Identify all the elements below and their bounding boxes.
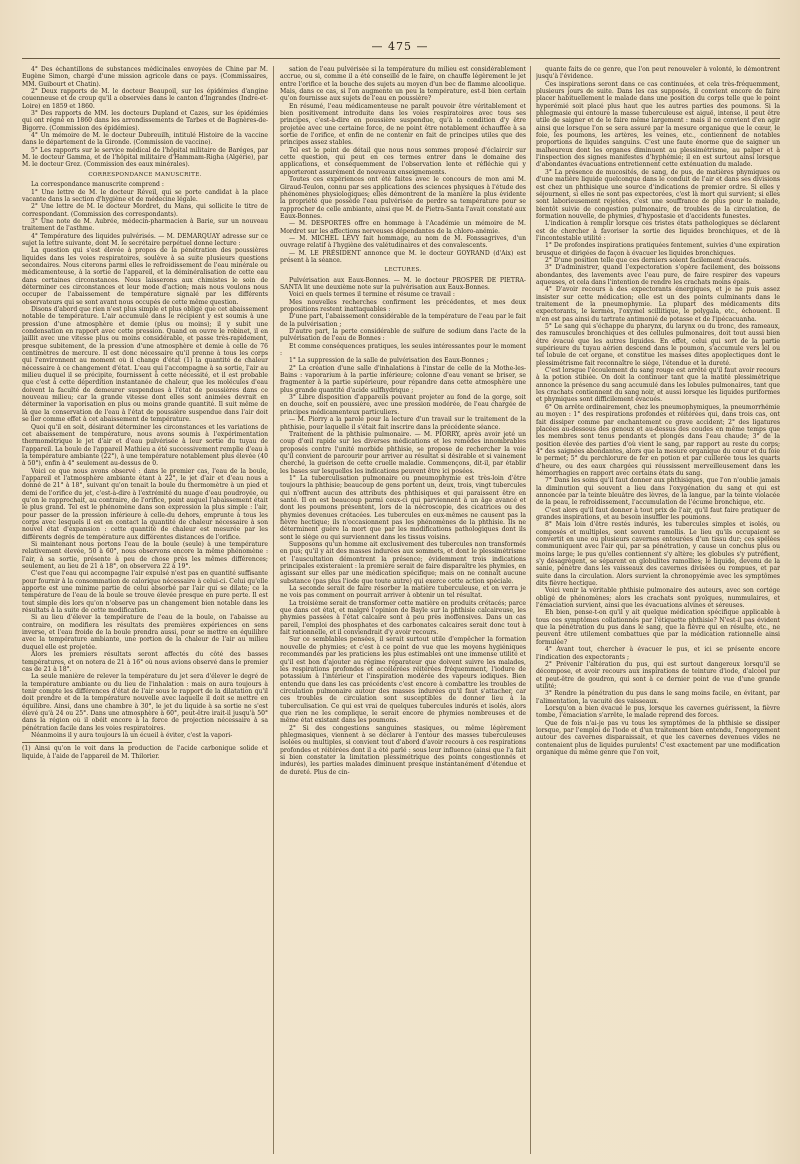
paragraph: La seule manière de relever la température du jet sera d'élever le degré de la température ambiante ou du lieu de l'inhalation : mais on aura toujours à tenir compte les différences d'état de l'air sous le rapport de la dilatation qu'il doit prendre et de la température nouvelle avec laquelle il doit se mettre en équilibre. Ainsi, dans une chambre à 30°, le jet du liquide à sa sortie ne s'est élevé qu'à 24 ou 25°. Dans une atmosphère à 60°, peut-être irait-il jusqu'à 50° dans la région où il obéit encore à la force de projection nécessaire à sa pénétration facile dans les voies respiratoires.	[22, 673, 268, 732]
paragraph: — M. DESPORTES offre en hommage à l'Académie un mémoire de M. Mordret sur les affections nerveuses dépendantes de la chloro-anémie.	[280, 220, 526, 235]
paragraph: Eh bien, pense-t-on qu'il y ait quelque médication spécifique applicable à tous ces symptômes collationnés par l'étiquette phthisie? N'est-il pas évident que la pénétration du pus dans le sang, que la fièvre qui en résulte, etc., ne peuvent être utilement combattues que par la médication rationnelle ainsi formulée?	[536, 609, 780, 646]
paragraph: sation de l'eau pulvérisée si la température du milieu est considérablement accrue, ou si, comme il a été conseillé de le faire, on chauffe légèrement le jet entre l'orifice et la bouche des sujets au moyen d'un bec de flamme alcoolique. Mais, dans ce cas, si l'on augmente un peu la température, est-il bien certain qu'on fournisse aux sujets de l'eau en poussière?	[280, 66, 526, 103]
paragraph: 2° Une lettre de M. le docteur Mordret, du Mans, qui sollicite le titre de correspondant. (Commission des correspondants).	[22, 203, 268, 218]
paragraph: 5° Les rapports sur le service médical de l'hôpital militaire de Baréges, par M. le docteur Gamma, et de l'hôpital militaire d'Hammam-Righa (Algérie), par M. le docteur Grez. (Commission des eaux minérales).	[22, 146, 268, 169]
paragraph: 3° Des rapports de MM. les docteurs Dupland et Cazes, sur les épidémies qui ont régné en 1860 dans les arrondissements de Tarbes et de Bagnères-de-Bigorre. (Commission des épidémies).	[22, 110, 268, 132]
paragraph: C'est lorsque l'écoulement du sang rouge est arrêté qu'il faut avoir recours à la potion stibiée. On doit la continuer tant que la matité plessimétrique annonce la présence du sang accumulé dans les lobules pulmonaires, tant que les crachats contiennent du sang noir, et aussi lorsque les liquides puriformes et phymiques sont difficilement évacués.	[536, 367, 780, 404]
paragraph: Ces inspirations seront dans ce cas continuées, et cela très-fréquemment, plusieurs jours de suite. Dans les cas supposés, il convient encore de faire placer habituellement le malade dans une position du corps telle que le point hyperémié soit placé plus haut que les autres parties des poumons. Si la phlegmasie qui entoure la masse tuberculeuse est aiguë, intense, il peut être utile de saigner et de le faire même largement : mais il ne convient d'en agir ainsi que lorsque l'on se sera assuré par la mesure organique que le cœur, le foie, les poumons, les artères, les veines, etc., contiennent de notables proportions de liquides sanguins. C'est une faute énorme que de saigner un malheureux dont les organes diminuent au plessimétrisme, au palper et à l'inspection des signes manifestes d'hyphémie; il en est surtout ainsi lorsque d'abondantes évacuations entretiennent cette exténuation du malade.	[536, 80, 780, 169]
section-heading: CORRESPONDANCE MANUSCRITE.	[88, 171, 202, 178]
paragraph: 2° D'une position telle que ces derniers soient facilement évacués.	[545, 256, 752, 264]
paragraph: 1° La tuberculisation pulmonaire ou pneumophymie est très-loin d'être toujours la phthisie; beaucoup de gens portent un, deux, trois, vingt tubercules qui n'offrent aucun des attributs des phthisiques et qui paraissent être en santé. Il en est beaucoup parmi ceux-ci qui parviennent à un âge avancé et dont les poumons présentent, lors de la nécroscopie, des cicatrices ou des phymies devenues crétacées. Les tubercules en eux-mêmes ne causent pas la fièvre hectique; ils n'occasionnent pas les phénomènes de la phthisie. Ils ne déterminent guère la mort que par les modifications pathologiques dont ils sont le siége ou qui surviennent dans les tissus voisins.	[280, 474, 526, 541]
column-divider	[530, 66, 531, 1154]
paragraph: 4° Des échantillons de substances médicinales envoyées de Chine par M. Eugène Simon, chargé d'une mission agricole dans ce pays. (Commissaires, MM. Guibourt et Chatin).	[22, 66, 268, 88]
paragraph: 3° Une note de M. Aubrée, médecin-pharmacien à Barie, sur un nouveau traitement de l'asthme.	[22, 217, 268, 233]
paragraph: 2° Si des congestions sanguines stasiques, ou même légèrement phlegmasiques, viennent à se déclarer à l'entour des masses tuberculeuses isolées ou multiples, si convient tout d'abord d'avoir recours à ces respirations profondes et réitérées dont il a été parlé : sous leur influence (ainsi que l'a fait si bien constater la limitation plessimétrique des points congestionnés et indurés), les parties malades diminuent presque instantanément d'étendue et de dureté. Plus de cin-	[280, 724, 526, 776]
header-rule	[22, 58, 780, 59]
paragraph: 2° La création d'une salle d'inhalations à l'instar de celle de la Mothe-les-Bains : vaporarium à la partie inférieure; colonne d'eau venant se briser, se fragmenter à la partie supérieure, pour répandre dans cette atmosphère une plus grande quantité d'acide sulfhydrique ;	[280, 364, 526, 394]
paragraph: En résumé, l'eau médicamenteuse ne paraît pouvoir être véritablement et bien positivement introduite dans les voies respiratoires avec tous ses principes, c'est-à-dire en poussière suspendue, qu'à la condition d'y être projetée avec une certaine force, de ne point être notablement échauffée à sa sortie de l'orifice, et enfin de ne contenir en fait de principes utiles que des principes assez stables.	[280, 102, 526, 147]
paragraph: Toutes ces expériences ont été faites avec le concours de mon ami M. Giraud-Teulon, connu par ses applications des sciences physiques à l'étude des phénomènes physiologiques; elles démontrent de la manière la plus évidente la propriété que possède l'eau pulvérisée de perdre sa température pour se rapprocher de celle ambiante, ainsi que M. de Pietra-Santa l'avait constaté aux Eaux-Bonnes.	[280, 176, 526, 220]
paragraph: Si maintenant nous portons l'eau de la boule (seule) à une température relativement élevée, 50 à 60°, nous observons encore la même phénomène : l'air, à sa sortie, présente à peu de chose près les mêmes différences; seulement, au lieu de 21 à 18°, on observera 22 à 19°.	[22, 541, 268, 571]
paragraph: 4° D'avoir recours à des expectorants énergiques, et je ne puis assez insister sur cette médication; elle est un des points culminants dans le traitement de la pneumophymie. La plupart des médicaments dits expectorants, le kermès, l'oxymel scillitique, le polygala, etc., échouent. Il n'en est pas ainsi du tartrate antimonié de potasse et de l'ipécacuanha.	[536, 286, 780, 323]
paragraph: D'une part, l'abaissement considérable de la température de l'eau par le fait de la pulvérisation ;	[280, 313, 526, 328]
paragraph: Et comme conséquences pratiques, les seules intéressantes pour le moment :	[280, 342, 526, 358]
paragraph: La troisième serait de transformer cette matière en produits crétacés; parce que dans cet état, et malgré l'opinion de Bayle sur la phthisie calcaireuse, les phymies passées à l'état calcaire sont à peu près inoffensives. Dans un cas pareil, l'emploi des phosphates et des carbonates calcaires serait donc tout à fait rationnelle, et il conviendrait d'y avoir recours.	[280, 599, 526, 637]
paragraph: 3° Libre disposition d'appareils pouvant projeter au fond de la gorge, soit en douche, soit en poussière, avec une pression modérée, de l'eau chargée de principes médicamenteux particuliers.	[280, 394, 526, 416]
column-divider	[273, 66, 274, 1154]
paragraph: D'autre part, la perte considérable de sulfure de sodium dans l'acte de la pulvérisation de l'eau de Bonnes :	[280, 328, 526, 343]
paragraph: Quoi qu'il en soit, désirant déterminer les circonstances et les variations de cet abaissement de température, nous avons soumis à l'expérimentation thermométrique le jet d'air et d'eau pulvérisée à leur sortie du tuyau de l'appareil. La boule de l'appareil Mathieu a été successivement remplie d'eau à la température ambiante (22°), à une température notablement plus élevée (40 à 50°), enfin à 4° seulement au-dessus de 0.	[22, 423, 268, 468]
paragraph: 4° Avant tout, chercher à évacuer le pus, et ici se présente encore l'indication des expectorants ;	[536, 646, 780, 661]
section-heading: LECTURES.	[384, 267, 422, 274]
paragraph: 1° Une lettre de M. le docteur Réveil, qui se porte candidat à la place vacante dans la section d'hygiène et de médecine légale.	[22, 188, 268, 203]
paragraph: 8° Mais loin d'être restés indurés, les tubercules simples et isolés, ou composés et multiples, sont souvent ramollis. Le lieu qu'ils occupaient se convertit en une ou plusieurs cavernes entourées d'un tissu dur; ces spélées communiquent avec l'air qui, par sa pénétration, y cause un conchus plus ou moins large; le pus qu'elles contiennent s'y altère; les globules s'y putréfient, s'y désagrègent, se séparent en globulites ramollies; le liquide, devenu de la sanie, pénètre dans les vaisseaux des cavernes divisées ou rompues, et par suite dans la circulation. Alors survient la chronopyémie avec les symptômes dits fièvre hectique.	[536, 521, 780, 588]
paragraph: La seconde serait de faire résorber la matière tuberculeuse, et on verra je ne vois pas comment on pourrait arriver à obtenir un tel résultat.	[280, 585, 526, 600]
page-header	[0, 40, 800, 53]
paragraph: Néanmoins il y aura toujours là un écueil à éviter, c'est la vapori-	[31, 731, 233, 739]
paragraph: — M. LE PRÉSIDENT annonce que M. le docteur GOYRAND (d'Aix) est présent à la séance.	[280, 249, 526, 264]
paragraph: 3° D'administrer, quand l'expectoration s'opère facilement, des boissons abondantes, des lavements avec l'eau pure, de faire respirer des vapeurs aqueuses, et cela dans l'intention de rendre les crachats moins épais.	[536, 264, 780, 286]
paragraph: 4° Température des liquides pulvérisés. — M. DEMARQUAY adresse sur ce sujet la lettre suivante, dont M. le secrétaire perpétuel donne lecture :	[22, 232, 268, 247]
paragraph: Voici venir la véritable phthisie pulmonaire des auteurs, avec son cortége obligé de phénomènes; alors les crachats sont pyoïques, nummulaires, et l'émaciation survient, ainsi que les évacuations alvines et séreuses.	[536, 587, 780, 610]
paragraph: — M. MICHEL LÉVY fait hommage, au nom de M. Fonssagrives, d'un ouvrage relatif à l'hygiène des valétudinaires et des convalescents.	[280, 234, 526, 250]
footnote-rule	[22, 742, 132, 743]
page-number: — 475 —	[371, 40, 429, 53]
paragraph: 7° Dans les soins qu'il faut donner aux phthisiques, que l'on n'oublie jamais la diminution qui souvent a lieu dans l'oxygénation du sang et qui est annoncée par la teinte bleuâtre des lèvres, de la langue, par la teinte violacée de la peau, le refroidissement, l'accumulation de l'écume bronchique, etc.	[536, 477, 780, 507]
paragraph: 2° Prévenir l'altération du pus, qui est surtout dangereux lorsqu'il se décompose, et avoir recours aux inspirations de teinture d'iode, d'alcool pur et peut-être de goudron, qui sont à ce dernier point de vue d'une grande utilité;	[536, 660, 780, 690]
paragraph: Traitement de la phthisie pulmonaire. — M. PIORRY, après avoir jeté un coup d'œil rapide sur les diverses médications et les remèdes innombrables proposés contre l'unité morbide phthisie, se propose de rechercher la voie qu'il convient de parcourir pour arriver au résultat si désirable et si vainement cherché, la guérison de cette cruelle maladie. Commençons, dit-il, par établir les bases sur lesquelles les indications peuvent être ici posées.	[280, 430, 526, 475]
paragraph: — M. Piorry a la parole pour la lecture d'un travail sur le traitement de la phthisie, pour laquelle il s'était fait inscrire dans la précédente séance.	[280, 416, 526, 431]
paragraph: C'est alors qu'il faut donner à tout prix de l'air, qu'il faut faire pratiquer de grandes inspirations, et au besoin insuffler les poumons.	[536, 506, 780, 521]
text-column-3	[536, 66, 780, 1156]
paragraph: C'est que l'eau qui accompagne l'air expulsé n'est pas en quantité suffisante pour fournir à la consommation de calorique nécessaire à celui-ci. Celui qu'elle apporte est une minime partie de celui absorbé par l'air qui se dilate; ce la température de l'eau de la boule se trouve élevée presque en pure perte. Il est tout simple dès lors qu'on n'observe pas un changement bien notable dans les résultats à la suite de cette modification.	[22, 570, 268, 615]
text-column-2	[280, 66, 526, 1156]
paragraph: Disons d'abord que rien n'est plus simple et plus obligé que cet abaissement notable de température. L'air accumulé dans le récipient y est soumis à une pression d'une atmosphère et demie (plus ou moins); il y subit une condensation en rapport avec cette pression. Quand on ouvre le robinet, il en jaillit avec une vitesse plus ou moins considérable, et passe très-rapidement, presque subitement, de la pression d'une atmosphère et demie à celle de 76 centimètres de mercure. Il est donc nécessaire qu'il prenne à tous les corps qui l'environnent au moment où il change d'état (1) la quantité de chaleur nécessaire à ce changement d'état. L'eau qui l'accompagne à sa sortie, l'air au milieu duquel il se précipite, fournissent à cette nécessité, et il est probable que c'est à cette déperdition instantanée de chaleur, que les molécules d'eau doivent la faculté de demeurer suspendues à l'état de poussières dans ce nouveau milieu; car la grande vitesse dont elles sont animées devrait en déterminer la vaporisation en plus ou moins grande quantité. Il suit même de là que la conservation de l'eau à l'état de poussière suspendue dans l'air doit se lier comme effet à cet abaissement de température.	[22, 306, 268, 424]
paragraph: La correspondance manuscrite comprend :	[31, 181, 164, 189]
paragraph: La question qui s'est élevée à propos de la pénétration des poussières liquides dans les voies respiratoires, soulève à sa suite plusieurs questions secondaires. Nous citerons parmi elles le refroidissement de l'eau minérale ou médicamenteuse, à la sortie de l'appareil, et la déminéralisation de cette eau dans certaines circonstances. Nous laisserons aux chimistes le soin de déterminer ces circonstances et leur mode d'action; mais nous voulons nous occuper de l'abaissement de température signalé par les différents observateurs qui se sont avant nous occupés de cette même question.	[22, 247, 268, 306]
footnote: (1) Ainsi qu'on le voit dans la production de l'acide carbonique solide et liquide, à l'aide de l'appareil de M. Thilorier.	[22, 745, 268, 760]
paragraph: 1° La suppression de la salle de pulvérisation des Eaux-Bonnes ;	[289, 357, 489, 365]
paragraph: 1° De profondes inspirations pratiquées fentement, suivies d'une expiration brusque et dirigées de façon à évacuer les liquides bronchiques.	[536, 242, 780, 257]
paragraph: Alors les premiers résultats seront affectés du côté des basses températures, et on notera de 21 à 16° où nous avions observé dans le premier cas de 21 à 18°.	[22, 651, 268, 673]
paragraph: Voici ce que nous avons observé : dans le premier cas, l'eau de la boule, l'appareil et l'atmosphère ambiante étant à 22°, le jet d'air et d'eau nous a donné de 21° à 18°, suivant qu'on tenait la boule du thermomètre à un pied et demi de l'orifice du jet, c'est-à-dire à l'extrémité du nuage d'eau poudroyée, ou qu'on le rapprochait, au contraire, de l'orifice, point auquel l'abaissement était le plus grand. Tel est le phénomène dans son expression la plus simple : l'air, pour passer de la pression inférieure à celle-du dehors, emprunte à tous les corps avec lesquels il est en contact la quantité de chaleur nécessaire à son nouvel état d'expansion : cette quantité de chaleur est mesurée par les différents degrés de température aux différentes distances de l'orifice.	[22, 467, 268, 541]
paragraph: 3° La présence de mucosités, de sang, de pus, de matières phymiques ou d'une matière liquide quelconque dans le conduit de l'air et dans ses divisions est chez un phthisique une source d'indications de premier ordre. Si elles y séjournent, si elles ne sont pas expectorées, c'est là mort qui survient; si elles sont laborieusement rejetées, c'est une souffrance de plus pour le malade, bientôt suivie de congestion pulmonaire, de troubles de la circulation, de formation nouvelle, de phymies, d'hypostasie et d'accidents funestes.	[536, 168, 780, 220]
paragraph: Tel est le point de détail que nous nous sommes proposé d'éclaircir sur cette question, qui peut en ces termes entrer dans le domaine des applications, et conséquemment de l'observation lente et réfléchie qui y apporteront assurément de nouveaux enseignements.	[280, 146, 526, 176]
paragraph: 2° Deux rapports de M. le docteur Beaupoil, sur les épidémies d'angine couenneuse et de croup qu'il a observées dans le canton d'Ingrandes (Indre-et-Loire) en 1859 et 1860.	[22, 88, 268, 110]
paragraph: 5° Le sang qui s'échappe du pharynx, du larynx ou du tronc, des rameaux, des ramuscules bronchiques et des cellules pulmonaires, doit tout aussi bien être évacué que les autres liquides. En effet, celui qui sort de la partie supérieure du tuyau aérien descend dans le poumon, s'accumule vers lel ou tel lobule de cet organe, et constitue les masses dites apoplectiques dont le plessimétrisme fait reconnaître le siége, l'étendue et la dureté.	[536, 323, 780, 367]
paragraph: Que de fois n'ai-je pas vu tous les symptômes de la phthisie se dissiper lorsque, par l'emploi de l'iode et d'un traitement bien entendu, l'engorgement autour des cavernes disparaissait, et que les cavernes devenues vides ne contenaient plus de liquides purulents! C'est exactement par une modification organique du même genre que l'on voit,	[536, 719, 780, 756]
paragraph: Supposons qu'un homme ait exclusivement des tubercules non transformés en pus; qu'il y ait des masses indurées aux sommets, et dont le plessimétrisme et l'auscultation démontrent la présence; évidemment trois indications principales existeraient : la première serait de faire disparaître les phymies, en agissant sur elles par une médication spécifique; mais on ne connaît aucune substance (pas plus l'iode que toute autre) qui exerce cette action spéciale.	[280, 541, 526, 585]
paragraph: 3° Rendre la pénétration du pus dans le sang moins facile, en évitant, par l'alimentation, la vacuité des vaisseaux.	[536, 690, 780, 705]
paragraph: 6° On arrête ordinairement, chez les pneumophymiques, la pneumorrhémie au moyen : 1° des respirations profondes et réitérées qui, dans trois cas, ont fait dissiper comme par enchantement ce grave accident; 2° des ligatures placées au-dessous des genoux et au-dessus des coudes en même temps que les membres sont tenus pendants et plongés dans l'eau chaude; 3° de la position élevée des parties d'où vient le sang, par rapport au reste du corps; 4° des saignées abondantes, alors que la mesure organique du cœur et du foie le permet; 5° du perchlorure de fer en potion et par cuillerée tous les quarts d'heure, ou des eaux chargées qui réussissent merveilleusement dans les hémorrhagies en rapport avec certains états du sang.	[536, 403, 780, 477]
paragraph: Voici en quels termes il termine et résume ce travail :	[289, 291, 455, 299]
paragraph: Sur ce semblables pensées, il serait surtout utile d'empêcher la formation nouvelle de phymies; et c'est à ce point de vue que les moyens hygiéniques recommandés par les praticiens les plus estimables ont une immense utilité et qu'il est bon d'ajouter au régime réparateur que doivent suivre les malades, les respirations profondes et accélérées réitérées fréquemment, l'iodure de potassium à l'intérieur et l'inspiration modérée des vapeurs iodiques. Bien entendu que dans les cas précédents c'est encore à combattre les troubles de circulation pulmonaire autour des masses indurées qu'il faut s'attacher, car ces troubles de circulation sont susceptibles de donner lieu à la tuberculisation. Ce qui est vrai de quelques tubercules indurés et isolés, alors que rien ne les complique, le serait encore de phymies nombreuses et de même état existant dans les poumons.	[280, 636, 526, 725]
text-column-1	[22, 66, 268, 1156]
paragraph: Pulvérisation aux Eaux-Bonnes. — M. le docteur PROSPER DE PIETRA-SANTA lit une deuxième note sur la pulvérisation aux Eaux-Bonnes.	[280, 276, 526, 291]
paragraph: quante faits de ce genre, que l'on peut renouveler à volonté, le démontrent jusqu'à l'évidence.	[536, 66, 780, 81]
paragraph: L'indication à remplir lorsque ces tristes états pathologiques se déclarent est de chercher à favoriser la sortie des liquides bronchiques, et de là l'incontestable utilité :	[536, 220, 780, 242]
paragraph: Lorsqu'on a bien évacué le pus, lorsque les cavernes guérissent, la fièvre tombe, l'émaciation s'arrête, le malade reprend des forces.	[536, 704, 780, 720]
paragraph: Mes nouvelles recherches confirment les précédentes, et mes deux propositions restent inattaquables :	[280, 298, 526, 313]
paragraph: 4° Un mémoire de M. le docteur Dubreuilh, intitulé Histoire de la vaccine dans le département de la Gironde. (Commission de vaccine).	[22, 132, 268, 147]
paragraph: Si au lieu d'élever la température de l'eau de la boule, on l'abaisse au contraire, on modifiera les résultats des premières expériences en sens inverse, et l'eau froide de la boule prendra aussi, pour se mettre en équilibre avec la température ambiante, une portion de la chaleur de l'air au milieu duquel elle est projetée.	[22, 614, 268, 651]
